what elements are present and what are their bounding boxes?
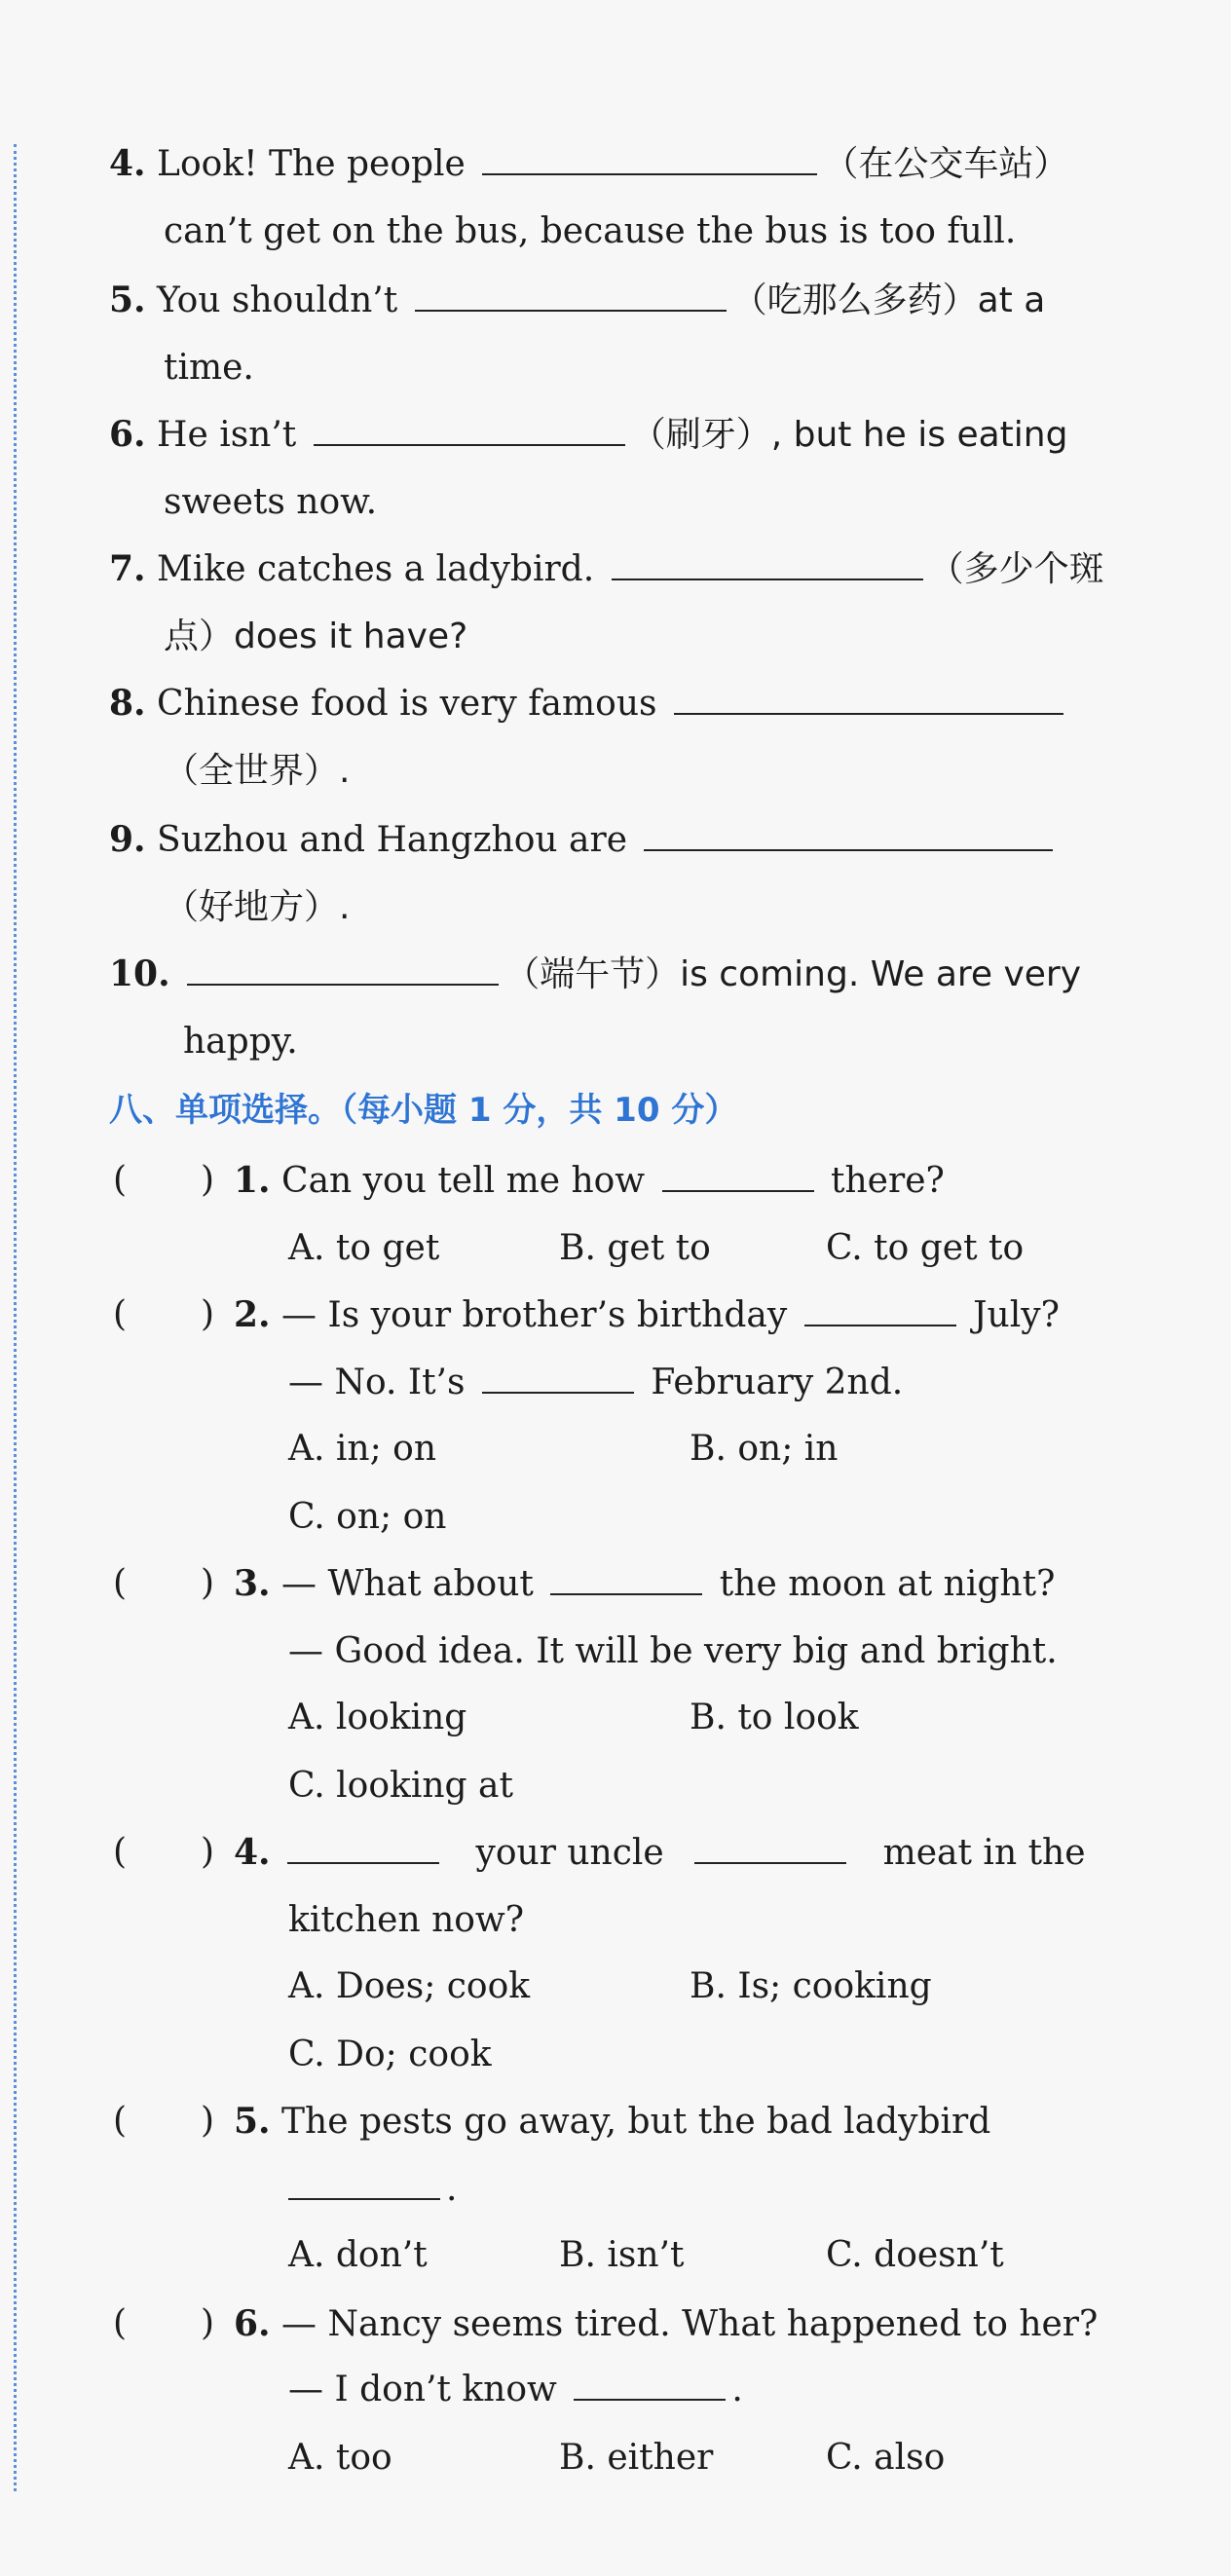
answer-blank[interactable]: [415, 280, 727, 312]
answer-paren-left: (: [113, 2303, 128, 2343]
item-4-line-1: [109, 142, 1068, 186]
item-number: 10.: [109, 953, 170, 994]
binding-margin-dotted-line: [14, 144, 17, 2491]
question-text: meat in the: [882, 1833, 1086, 1873]
item-text: Suzhou and Hangzhou are: [157, 820, 628, 860]
option-c: C. looking at: [288, 1766, 513, 1806]
item-text: Look! The people: [157, 144, 466, 184]
item-8-line-2: （全世界）.: [164, 751, 351, 791]
option-a: A. to get: [288, 1228, 440, 1268]
item-hint: （刷牙）, but he is eating: [630, 415, 1068, 455]
question-4-line-2: kitchen now?: [288, 1900, 525, 1940]
question-3-line-1: [234, 1562, 1055, 1606]
answer-blank[interactable]: [314, 415, 625, 446]
item-number: 8.: [109, 683, 146, 724]
option-a: A. looking: [288, 1698, 467, 1737]
option-a: A. too: [288, 2438, 392, 2478]
answer-box-q5[interactable]: [132, 2100, 195, 2143]
question-text: — Is your brother’s birthday: [281, 1295, 788, 1335]
answer-blank[interactable]: [574, 2370, 726, 2401]
option-b: B. Is; cooking: [690, 1966, 932, 2006]
item-text: Mike catches a ladybird.: [157, 549, 595, 589]
item-number: 4.: [109, 143, 146, 184]
item-text: He isn’t: [157, 415, 297, 455]
question-text: July?: [973, 1295, 1060, 1335]
item-9-line-2: （好地方）.: [164, 887, 351, 927]
question-text: there?: [831, 1161, 945, 1201]
section-8-heading: 八、单项选择。（每小题 1 分，共 10 分）: [109, 1091, 738, 1130]
answer-blank[interactable]: [804, 1295, 956, 1326]
item-number: 9.: [109, 819, 146, 860]
question-number: 5.: [234, 2101, 271, 2142]
item-hint: （端午节）is coming. We are very: [504, 954, 1082, 994]
question-5-line-2: [288, 2168, 457, 2211]
answer-blank[interactable]: [612, 549, 923, 580]
answer-paren-right: ): [201, 2303, 215, 2343]
question-4-line-1: [234, 1831, 1086, 1875]
option-c: C. Do; cook: [288, 2035, 492, 2074]
question-2-line-1: [234, 1293, 1060, 1337]
item-number: 5.: [109, 280, 146, 320]
option-a: A. in; on: [288, 1429, 437, 1469]
option-b: B. get to: [559, 1228, 711, 1268]
item-number: 6.: [109, 414, 146, 455]
question-2-line-2: [288, 1362, 903, 1404]
option-a: A. Does; cook: [288, 1966, 531, 2006]
item-hint: （在公交车站）: [823, 144, 1069, 184]
question-text: your uncle: [475, 1833, 664, 1873]
answer-paren-left: (: [113, 1160, 128, 1200]
option-c: C. also: [826, 2438, 946, 2478]
item-9-line-1: [109, 818, 1059, 862]
item-4-line-2: can’t get on the bus, because the bus is too full.: [164, 211, 1017, 251]
item-number: 7.: [109, 548, 146, 589]
option-c: C. on; on: [288, 1497, 447, 1537]
question-text: the moon at night?: [719, 1564, 1056, 1604]
answer-box-q4[interactable]: [132, 1831, 195, 1874]
option-a: A. don’t: [288, 2235, 428, 2275]
answer-blank[interactable]: [674, 684, 1063, 715]
question-text: .: [731, 2370, 743, 2409]
answer-blank[interactable]: [662, 1161, 814, 1192]
answer-paren-right: ): [201, 1832, 215, 1872]
item-5-line-1: [109, 279, 1045, 322]
option-b: B. isn’t: [559, 2235, 685, 2275]
item-5-line-2: time.: [164, 348, 254, 388]
answer-box-q6[interactable]: [132, 2302, 195, 2345]
option-c: C. to get to: [826, 1228, 1025, 1268]
answer-blank[interactable]: [482, 144, 817, 175]
question-text: .: [446, 2169, 458, 2209]
item-8-line-1: [109, 682, 1069, 726]
answer-blank[interactable]: [187, 954, 499, 986]
question-number: 1.: [234, 1160, 271, 1201]
answer-paren-right: ): [201, 1160, 215, 1200]
question-text: — Nancy seems tired. What happened to her?: [281, 2304, 1099, 2344]
answer-blank[interactable]: [288, 2169, 440, 2200]
answer-paren-right: ): [201, 1294, 215, 1334]
question-number: 3.: [234, 1563, 271, 1604]
question-text: — I don’t know: [288, 2370, 557, 2409]
option-b: B. to look: [690, 1698, 859, 1737]
question-6-line-2: [288, 2369, 743, 2411]
item-hint: （吃那么多药）at a: [731, 280, 1046, 320]
question-text: Can you tell me how: [281, 1161, 646, 1201]
item-6-line-2: sweets now.: [164, 482, 378, 522]
item-10-line-2: happy.: [183, 1022, 298, 1062]
answer-blank[interactable]: [287, 1833, 439, 1864]
item-6-line-1: [109, 413, 1067, 457]
question-text: The pests go away, but the bad ladybird: [281, 2102, 991, 2142]
question-number: 4.: [234, 1832, 271, 1873]
answer-box-q3[interactable]: [132, 1562, 195, 1605]
answer-blank[interactable]: [694, 1833, 846, 1864]
question-text: February 2nd.: [651, 1363, 904, 1402]
answer-blank[interactable]: [644, 820, 1053, 851]
answer-paren-left: (: [113, 2101, 128, 2141]
answer-paren-left: (: [113, 1563, 128, 1603]
question-3-line-2: — Good idea. It will be very big and bright.: [288, 1631, 1058, 1671]
question-text: — What about: [281, 1564, 534, 1604]
item-10-line-1: [109, 952, 1081, 996]
answer-paren-right: ): [201, 1563, 215, 1603]
question-number: 6.: [234, 2303, 271, 2344]
item-7-line-2: 点）does it have?: [164, 616, 468, 656]
answer-box-q2[interactable]: [132, 1293, 195, 1336]
answer-blank[interactable]: [482, 1363, 634, 1394]
answer-paren-left: (: [113, 1294, 128, 1334]
answer-blank[interactable]: [550, 1564, 702, 1595]
answer-box-q1[interactable]: [132, 1159, 195, 1202]
item-hint: （多少个斑: [928, 549, 1104, 589]
answer-paren-left: (: [113, 1832, 128, 1872]
option-c: C. doesn’t: [826, 2235, 1004, 2275]
item-7-line-1: [109, 547, 1104, 591]
answer-paren-right: ): [201, 2101, 215, 2141]
item-text: You shouldn’t: [157, 280, 398, 320]
question-5-line-1: [234, 2100, 990, 2144]
question-6-line-1: [234, 2302, 1098, 2346]
item-text: Chinese food is very famous: [157, 684, 657, 724]
question-1-line-1: [234, 1159, 945, 1203]
question-number: 2.: [234, 1294, 271, 1335]
question-text: — No. It’s: [288, 1363, 466, 1402]
option-b: B. either: [559, 2438, 714, 2478]
option-b: B. on; in: [690, 1429, 839, 1469]
